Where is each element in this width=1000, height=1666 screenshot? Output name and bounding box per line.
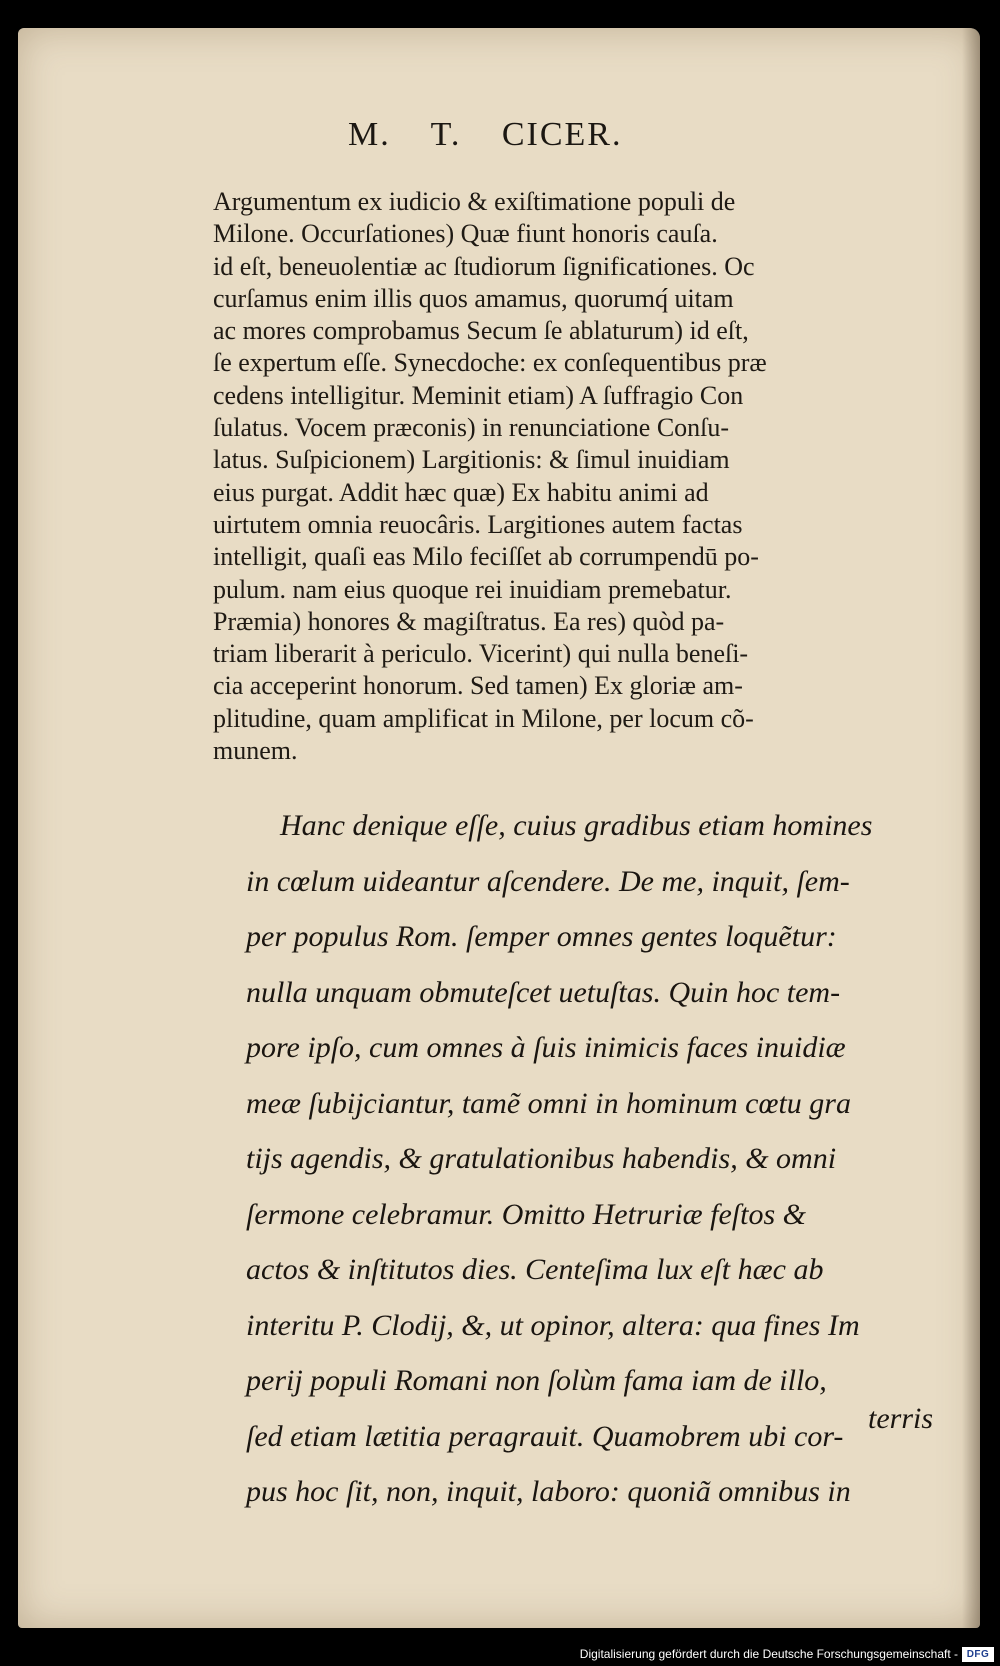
commentary-line: plitudine, quam amplificat in Milone, per locum cõ- — [213, 703, 754, 733]
text-line: ſermone celebramur. Omitto Hetruriæ feſtos & — [246, 1197, 806, 1231]
commentary-line: eius purgat. Addit hæc quæ) Ex habitu animi ad — [213, 477, 709, 507]
commentary-line: cia acceperint honorum. Sed tamen) Ex gloriæ am- — [213, 671, 743, 701]
commentary-line: ſe expertum eſſe. Synecdoche: ex conſequentibus præ — [213, 348, 767, 378]
commentary-line: Argumentum ex iudicio & exiſtimatione populi de — [213, 187, 736, 216]
text-line: pore ipſo, cum omnes à ſuis inimicis faces inuidiæ — [246, 1031, 846, 1064]
commentary-line: ſulatus. Vocem præconis) in renunciatione Conſu- — [213, 413, 730, 443]
text-line: ſed etiam lætitia peragrauit. Quamobrem ubi cor- — [246, 1419, 844, 1453]
commentary-line: pulum. nam eius quoque rei inuidiam premebatur. — [213, 574, 732, 604]
commentary-line: uirtutem omnia reuocâris. Largitiones autem factas — [213, 509, 743, 539]
book-page — [18, 28, 980, 1628]
footer-credit: Digitalisierung gefördert durch die Deutsche Forschungsgemeinschaft - — [579, 1647, 958, 1661]
commentary-line: intelligit, quaſi eas Milo feciſſet ab corrumpendū po- — [213, 542, 759, 572]
text-line: actos & inſtitutos dies. Centeſima lux eſt hæc ab — [246, 1253, 824, 1286]
commentary-line: id eſt, beneuolentiæ ac ſtudiorum ſignificationes. Oc — [213, 251, 755, 281]
commentary-line: Milone. Occurſationes) Quæ fiunt honoris cauſa. — [213, 219, 718, 249]
text-line: per populus Rom. ſemper omnes gentes loquẽtur: — [246, 920, 837, 953]
commentary-line: ac mores comprobamus Secum ſe ablaturum) id eſt, — [213, 316, 749, 346]
main-text-block — [246, 798, 946, 1520]
commentary-line: cedens intelligitur. Meminit etiam) A ſuffragio Con — [213, 380, 744, 410]
commentary-line: Præmia) honores & magiſtratus. Ea res) quòd pa- — [213, 606, 725, 636]
commentary-line: curſamus enim illis quos amamus, quorumq́ uitam — [213, 283, 734, 313]
catchword: terris — [868, 1402, 934, 1435]
commentary-line: munem. — [213, 736, 298, 766]
text-line: tijs agendis, & gratulationibus habendis, & omni — [246, 1142, 837, 1175]
text-line: interitu P. Clodij, &, ut opinor, altera: qua fines Im — [246, 1308, 860, 1342]
running-head: M. T. CICER. — [348, 116, 623, 153]
text-line: in cœlum uideantur aſcendere. De me, inquit, ſem- — [246, 864, 850, 898]
commentary-block — [213, 186, 933, 767]
text-line: meæ ſubijciantur, tamẽ omni in hominum cœtu gra — [246, 1086, 851, 1120]
text-line: Hanc denique eſſe, cuius gradibus etiam homines — [280, 809, 873, 842]
dfg-logo: DFG — [962, 1647, 994, 1662]
text-line: pus hoc ſit, non, inquit, laboro: quoniã omnibus in — [246, 1475, 851, 1508]
commentary-line: latus. Suſpicionem) Largitionis: & ſimul inuidiam — [213, 445, 730, 475]
footer-bar — [0, 1644, 1000, 1666]
commentary-line: triam liberarit à periculo. Vicerint) qui nulla beneſi- — [213, 639, 749, 669]
text-line: perij populi Romani non ſolùm fama iam de illo, — [246, 1364, 827, 1397]
text-line: nulla unquam obmuteſcet uetuſtas. Quin hoc tem- — [246, 975, 841, 1009]
